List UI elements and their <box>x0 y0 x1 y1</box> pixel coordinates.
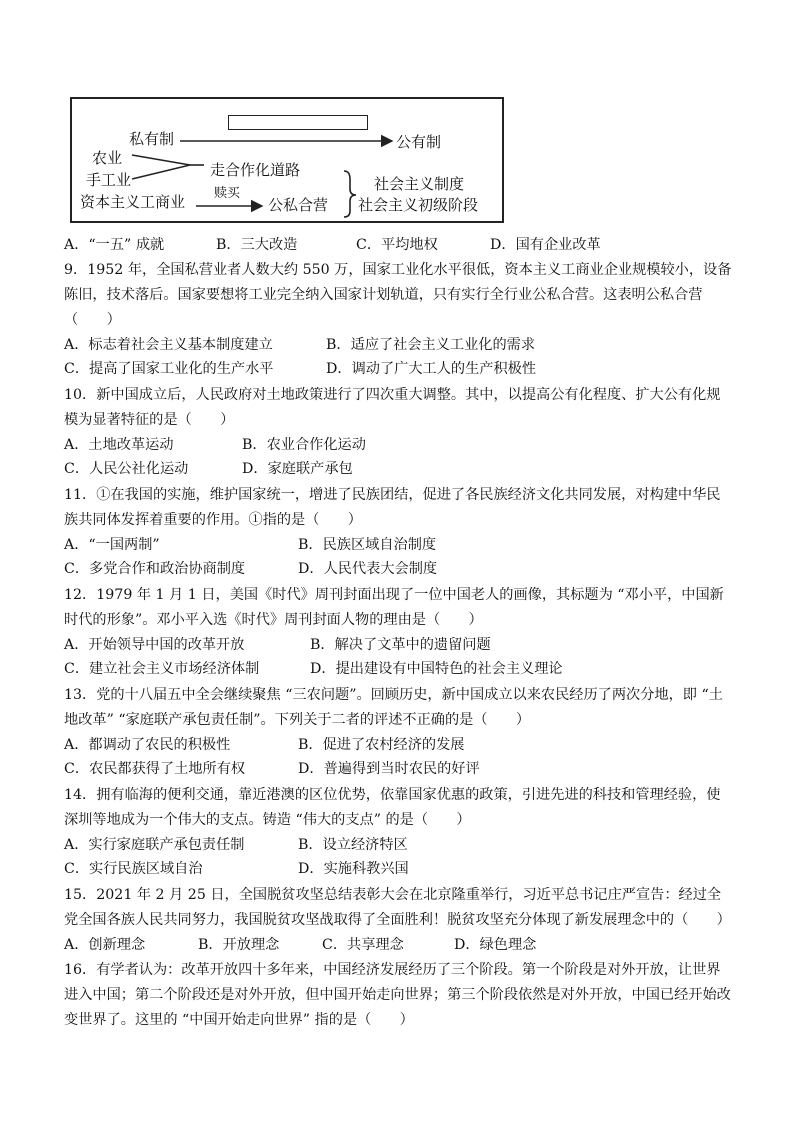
diagram-agriculture: 农业 <box>92 149 123 167</box>
diagram-public: 公有制 <box>396 133 442 151</box>
q12-stem: 12．1979 年 1 月 1 日，美国《时代》周刊封面出现了一位中国老人的画像，其标题为 “邓小平，中国新时代的形象”。邓小平入选《时代》周刊封面人物的理由是（ ） <box>64 587 724 628</box>
q15-option-d[interactable]: D．绿色理念 <box>454 937 537 953</box>
q12-option-d[interactable]: D．提出建设有中国特色的社会主义理论 <box>310 661 563 677</box>
q13-option-b[interactable]: B．促进了农村经济的发展 <box>298 737 465 753</box>
reform-diagram <box>70 97 504 223</box>
diagram-primary-stage: 社会主义初级阶段 <box>358 196 479 214</box>
q11-option-a[interactable]: A．“一国两制” <box>64 537 160 553</box>
q14-option-a[interactable]: A．实行家庭联产承包责任制 <box>64 837 245 853</box>
diagram-cooperative: 走合作化道路 <box>210 161 301 179</box>
q8-option-b[interactable]: B．三大改造 <box>216 237 298 253</box>
diagram-private: 私有制 <box>129 130 175 148</box>
q13-option-d[interactable]: D．普遍得到当时农民的好评 <box>298 761 480 777</box>
diagram-redeem: 赎买 <box>214 186 241 201</box>
q12-option-c[interactable]: C．建立社会主义市场经济体制 <box>64 661 260 677</box>
q8-option-d[interactable]: D．国有企业改革 <box>490 237 601 253</box>
q16-stem: 16．有学者认为：改革开放四十多年来，中国经济发展经历了三个阶段。第一个阶段是对外开放，让世界进入中国；第二个阶段还是对外开放，但中国开始走向世界；第三个阶段依然是对外开放，中国已经开始改变世界了。这里的 “中国开始走向世界” 指的是（ ） <box>64 962 731 1028</box>
q11-stem: 11．①在我国的实施，维护国家统一，增进了民族团结，促进了各民族经济文化共同发展，对构建中华民族共同体发挥着重要的作用。①指的是（ ） <box>64 487 721 528</box>
q13-stem: 13．党的十八届五中全会继续聚焦 “三农问题”。回顾历史，新中国成立以来农民经历了两次分地，即 “土地改革” “家庭联产承包责任制”。下列关于二者的评述不正确的是（ ） <box>64 687 723 728</box>
q15-stem: 15．2021 年 2 月 25 日，全国脱贫攻坚总结表彰大会在北京隆重举行，习近平总书记庄严宣告：经过全党全国各族人民共同努力，我国脱贫攻坚战取得了全面胜利！脱贫攻坚充分体现了新发展理念中的（ ） <box>64 887 731 928</box>
q10-option-c[interactable]: C．人民公社化运动 <box>64 461 189 477</box>
q8-option-a[interactable]: A．“一五” 成就 <box>64 237 165 253</box>
q15-option-c[interactable]: C．共享理念 <box>322 937 404 953</box>
q10-option-a[interactable]: A．土地改革运动 <box>64 437 174 453</box>
diagram-joint: 公私合营 <box>268 196 329 214</box>
q9-stem: 9．1952 年，全国私营业者人数大约 550 万，国家工业化水平很低，资本主义工商业企业规模较小，设备陈旧，技术落后。国家要想将工业完全纳入国家计划轨道，只有实行全行业公私合营。这表明公私合营（ ） <box>64 262 732 328</box>
q8-option-c[interactable]: C．平均地权 <box>356 237 438 253</box>
q11-option-d[interactable]: D．人民代表大会制度 <box>298 561 438 577</box>
q13-option-a[interactable]: A．都调动了农民的积极性 <box>64 737 231 753</box>
diagram-handicraft: 手工业 <box>86 171 132 189</box>
q14-option-b[interactable]: B．设立经济特区 <box>298 837 408 853</box>
q10-option-b[interactable]: B．农业合作化运动 <box>242 437 366 453</box>
q11-option-b[interactable]: B．民族区域自治制度 <box>298 537 437 553</box>
q9-option-c[interactable]: C．提高了国家工业化的生产水平 <box>64 361 274 377</box>
q10-option-d[interactable]: D．家庭联产承包 <box>242 461 353 477</box>
q15-option-a[interactable]: A．创新理念 <box>64 937 146 953</box>
q9-option-b[interactable]: B．适应了社会主义工业化的需求 <box>326 337 536 353</box>
q14-option-c[interactable]: C．实行民族区域自治 <box>64 861 203 877</box>
diagram-capitalist: 资本主义工商业 <box>80 193 186 211</box>
q13-option-c[interactable]: C．农民都获得了土地所有权 <box>64 761 246 777</box>
q11-option-c[interactable]: C．多党合作和政治协商制度 <box>64 561 246 577</box>
q15-option-b[interactable]: B．开放理念 <box>198 937 280 953</box>
q12-option-a[interactable]: A．开始领导中国的改革开放 <box>64 637 245 653</box>
q14-option-d[interactable]: D．实施科教兴国 <box>298 861 409 877</box>
q12-option-b[interactable]: B．解决了文革中的遗留问题 <box>310 637 491 653</box>
q10-stem: 10．新中国成立后，人民政府对土地政策进行了四次重大调整。其中，以提高公有化程度、扩大公有化规模为显著特征的是（ ） <box>64 387 721 428</box>
q9-option-d[interactable]: D．调动了广大工人的生产积极性 <box>326 361 537 377</box>
diagram-socialist-system: 社会主义制度 <box>374 175 465 193</box>
q9-option-a[interactable]: A．标志着社会主义基本制度建立 <box>64 337 273 353</box>
q14-stem: 14．拥有临海的便利交通，靠近港澳的区位优势，依靠国家优惠的政策，引进先进的科技和管理经验，使深圳等地成为一个伟大的支点。铸造 “伟大的支点” 的是（ ） <box>64 787 721 828</box>
